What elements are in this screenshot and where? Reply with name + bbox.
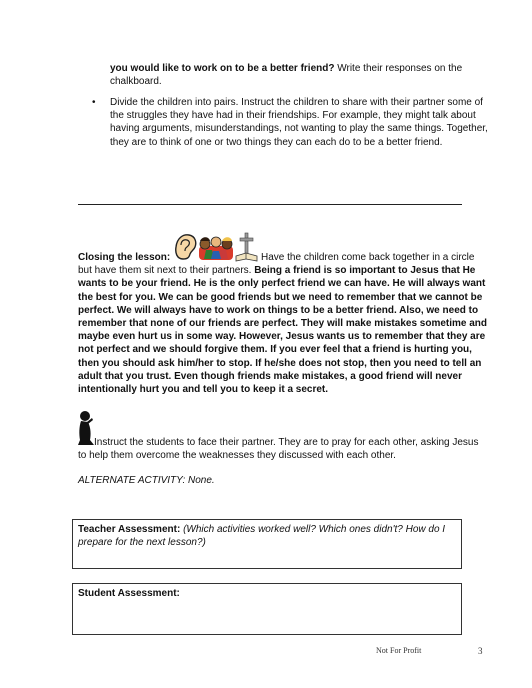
intro-question: you would like to work on to be a better friend?	[110, 63, 335, 74]
closing-label: Closing the lesson:	[78, 252, 171, 263]
student-assessment-box	[72, 583, 462, 635]
intro-paragraph	[110, 62, 490, 88]
bullet-marker: •	[92, 97, 96, 108]
teacher-assessment-box	[72, 519, 462, 569]
closing-icons	[173, 232, 261, 262]
teacher-assessment-label: Teacher Assessment:	[78, 524, 181, 535]
teacher-assessment-prompt: (Which activities worked well? Which ones didn't? How do I prepare for the next lesson?)	[78, 524, 446, 549]
closing-icons-graphic	[173, 232, 261, 262]
intro-instruction: Write their responses on the chalkboard.	[110, 63, 463, 88]
student-assessment-label: Student Assessment:	[78, 588, 180, 599]
closing-message: Being a friend is so important to Jesus that He wants to be your friend. He is the only perfect friend we can have. He will always want the best for you. We can be good friends but we need to remember that we cannot be perfect. We will always have to work on things to be a better friend. Also, we need to remember that none of our friends are perfect. They will make mistakes sometime and maybe even hurt us in some way. However, Jesus wants us to remember that they are not perfect and we should forgive them. If you ever feel that a friend is hurting you, then you should ask him/her to stop. If he/she does not stop, then you need to tell an adult that you trust. Even though friends make mistakes, a good friend will never intentionally hurt you and tell you to keep it a secret.	[78, 265, 488, 396]
page-number: 3	[478, 646, 483, 656]
pairs-instruction: Divide the children into pairs. Instruct the children to share with their partner some of the struggles they have had in their friendships. For example, they might talk about having arguments, misunderstandings, not wanting to play the same things. Together, they are to think of one or two things they can each do to be a better friend.	[110, 97, 488, 148]
ear-icon	[176, 235, 196, 259]
section-divider	[78, 204, 462, 205]
prayer-instruction	[78, 436, 488, 462]
closing-lesson-paragraph	[78, 232, 488, 396]
children-group-icon	[199, 237, 233, 260]
alternate-activity: ALTERNATE ACTIVITY: None.	[78, 475, 215, 486]
cross-bible-icon	[236, 233, 257, 261]
footer-text: Not For Profit	[376, 646, 422, 655]
closing-instruction: Have the children come back together in a circle but have them sit next to their partners.	[78, 252, 475, 277]
prayer-text: Instruct the students to face their partner. They are to pray for each other, asking Jesus to help them overcome the weaknesses they discussed with each other.	[78, 437, 479, 462]
